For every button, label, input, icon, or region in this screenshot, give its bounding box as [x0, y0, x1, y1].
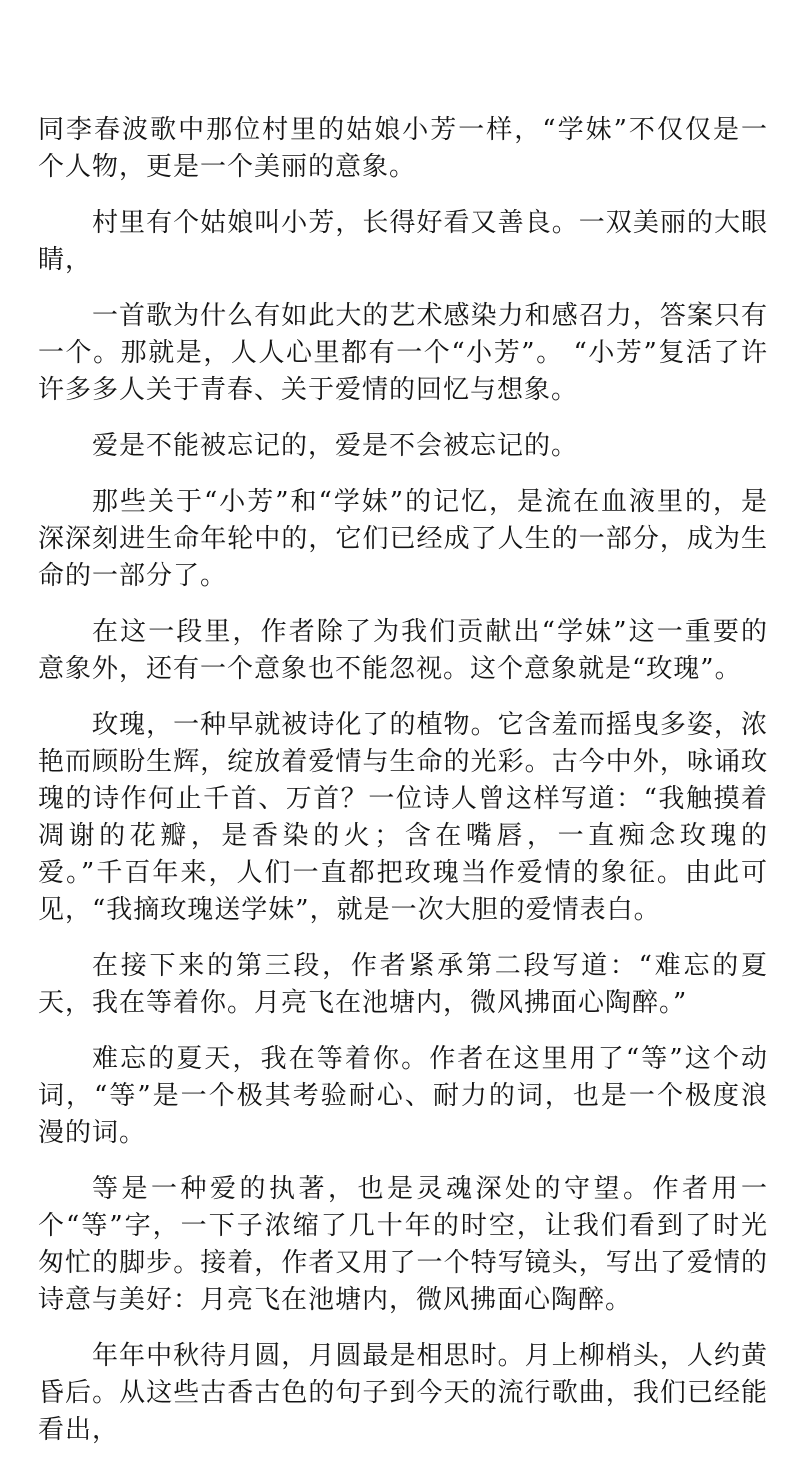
- paragraph: 难忘的夏天，我在等着你。作者在这里用了“等”这个动词，“等”是一个极其考验耐心、耐力的词，也是一个极度浪漫的词。: [38, 1044, 768, 1148]
- paragraph: 等是一种爱的执著，也是灵魂深处的守望。作者用一个“等”字，一下子浓缩了几十年的时空，让我们看到了时光匆忙的脚步。接着，作者又用了一个特写镜头，写出了爱情的诗意与美好：月亮飞在池塘内，微风拂面心陶醉。: [38, 1174, 768, 1315]
- paragraph: 年年中秋待月圆，月圆最是相思时。月上柳梢头，人约黄昏后。从这些古香古色的句子到今天的流行歌曲，我们已经能看出，: [38, 1341, 768, 1445]
- paragraph: 一首歌为什么有如此大的艺术感染力和感召力，答案只有一个。那就是，人人心里都有一个“小芳”。 “小芳”复活了许许多多人关于青春、关于爱情的回忆与想象。: [38, 301, 768, 405]
- paragraph: 那些关于“小芳”和“学妹”的记忆，是流在血液里的，是深深刻进生命年轮中的，它们已经成了人生的一部分，成为生命的一部分了。: [38, 487, 768, 591]
- paragraph: 玫瑰，一种早就被诗化了的植物。它含羞而摇曳多姿，浓艳而顾盼生辉，绽放着爱情与生命的光彩。古今中外，咏诵玫瑰的诗作何止千首、万首？一位诗人曾这样写道：“我触摸着凋谢的花瓣，是香染的火；含在嘴唇，一直痴念玫瑰的爱。”千百年来，人们一直都把玫瑰当作爱情的象征。由此可见，“我摘玫瑰送学妹”，就是一次大胆的爱情表白。: [38, 710, 768, 925]
- paragraph: 同李春波歌中那位村里的姑娘小芳一样，“学妹”不仅仅是一个人物，更是一个美丽的意象。: [38, 115, 768, 182]
- paragraph: 在接下来的第三段，作者紧承第二段写道：“难忘的夏天，我在等着你。月亮飞在池塘内，微风拂面心陶醉。”: [38, 951, 768, 1018]
- paragraph: 在这一段里，作者除了为我们贡献出“学妹”这一重要的意象外，还有一个意象也不能忽视。这个意象就是“玫瑰”。: [38, 617, 768, 684]
- paragraph: 村里有个姑娘叫小芳，长得好看又善良。一双美丽的大眼睛，: [38, 208, 768, 275]
- paragraph: 爱是不能被忘记的，爱是不会被忘记的。: [92, 431, 579, 461]
- document-page: [38, 112, 768, 1468]
